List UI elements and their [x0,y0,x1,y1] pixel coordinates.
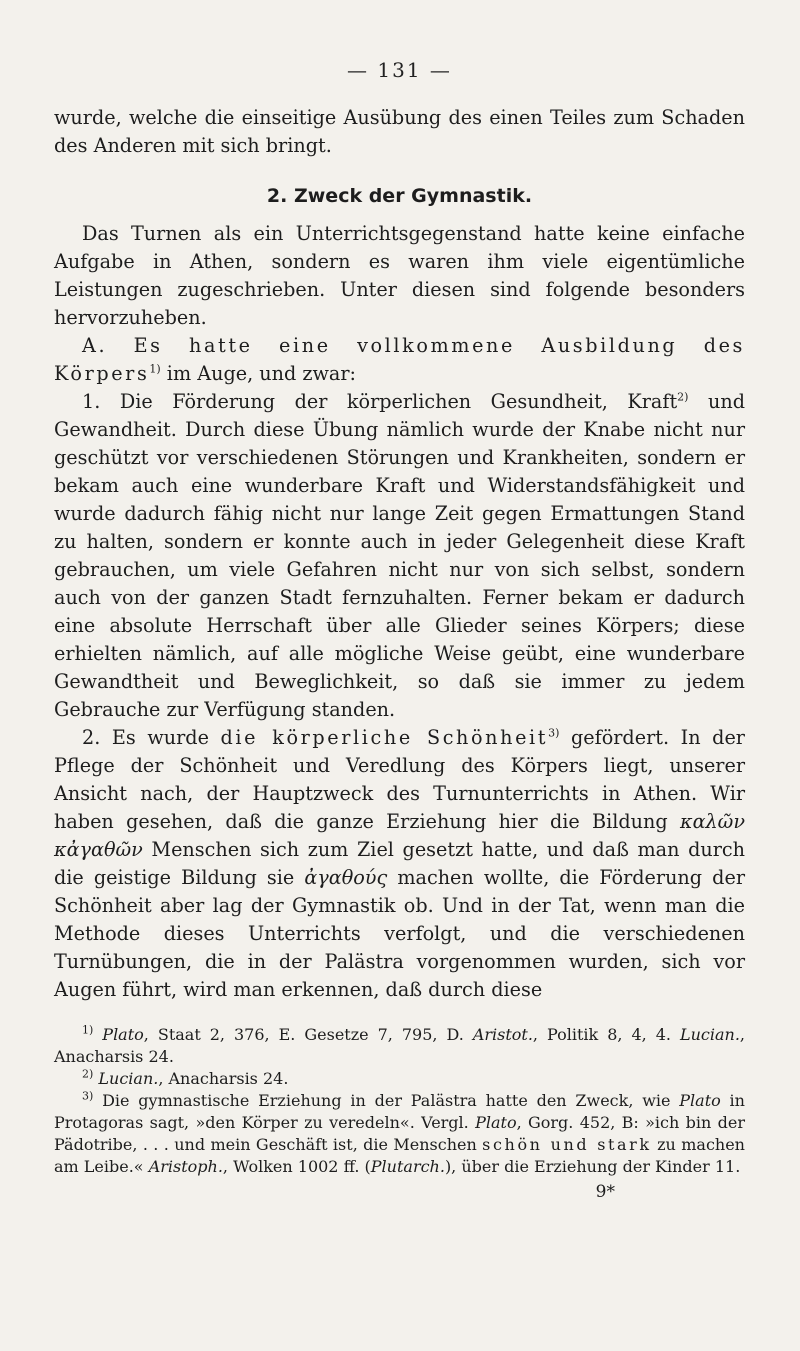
point-1 [54,388,745,724]
footnote-1-author: Plato [102,1025,144,1044]
point-2 [54,724,745,1004]
footnote-2-mark: 2) [82,1067,94,1081]
paragraph-a-rest: im Auge, und zwar: [160,362,356,385]
footnote-3-author2: Plato [475,1113,517,1132]
footnote-1-text: , Staat 2, 376, E. Gesetze 7, 795, D. [143,1025,473,1044]
point-2-b: gefördert. In der Pflege der Schönheit und Veredlung des Körpers liegt, unserer Ansicht nach, der Hauptzweck des Turnunterrichts in Athen. Wir haben gesehen, daß die ganze Erziehung hier die Bildung [54,726,745,833]
point-2-start: 2. Es wurde [82,726,221,749]
point-2-d: machen wollte, die Förderung der Schönheit aber lag der Gymnastik ob. Und in der Tat, wenn man die Methode dieses Unterrichts verfolgt, und die verschiedenen Turnübungen, die in der Palästra vorgenommen wurden, sich vor Augen führt, wird man erkennen, daß durch diese [54,866,745,1001]
page-number: — 131 — [347,58,452,82]
point-1-start: 1. Die Förderung der körperlichen Gesundheit, Kraft [82,390,678,413]
greek-phrase-1: καλῶν κἀγαθῶν [54,810,745,861]
footnote-3-author4: Plutarch. [370,1157,445,1176]
footnote-3-spaced: schön und stark [482,1135,652,1154]
footnote-ref-2: 2) [677,390,689,404]
footnotes [54,1024,745,1178]
footnote-3-author: Plato [679,1091,721,1110]
footnote-3 [54,1090,745,1178]
footnote-2-author: Lucian. [98,1069,159,1088]
footnote-ref-1: 1) [149,362,161,376]
signature-mark: 9* [595,1182,615,1202]
point-1-rest: und Gewandheit. Durch diese Übung nämlich wurde der Knabe nicht nur geschützt vor verschiedenen Störungen und Krankheiten, sondern er bekam auch eine wunderbare Kraft und Widerstandsfähigkeit und wurde dadurch fähig nicht nur lange Zeit gegen Ermattungen Stand zu halten, sondern er konnte auch in jeder Gelegenheit diese Kraft gebrauchen, um viele Gefahren nicht nur von sich selbst, sondern auch von der ganzen Stadt fernzuhalten. Ferner bekam er dadurch eine absolute Herrschaft über alle Glieder seines Körpers; diese erhielten nämlich, auf alle mögliche Weise geübt, eine wunderbare Gewandtheit und Beweglichkeit, so daß sie immer zu jedem Gebrauche zur Verfügung standen. [54,390,745,721]
footnote-1-mark: 1) [82,1023,94,1037]
footnote-ref-3: 3) [548,726,560,740]
footnote-2 [54,1068,745,1090]
footnote-3-text-c: , Gorg. 452, B: »ich bin der Pädotribe, . . . und mein Geschäft ist, die Menschen [54,1113,745,1154]
point-2-spaced: die körperliche Schönheit [220,726,549,749]
footnote-1-text2: , Politik 8, 4, 4. [532,1025,680,1044]
footnote-1-author2: Aristot. [472,1025,533,1044]
point-2-c: Menschen sich zum Ziel gesetzt hatte, und daß man durch die geistige Bildung sie [54,838,745,889]
footnote-3-author3: Aristoph. [148,1157,223,1176]
footnote-1-text3: , Anacharsis 24. [54,1025,746,1066]
footnote-3-text-b: in Protagoras sagt, »den Körper zu veredeln«. Vergl. [54,1091,745,1132]
main-text [54,104,745,1004]
greek-phrase-2: ἀγαθούς [304,866,388,889]
section-heading: 2. Zweck der Gymnastik. [266,185,533,207]
paragraph-a-spaced: A. Es hatte eine vollkommene Ausbildung des Körpers [54,334,745,385]
footnote-1-author3: Lucian. [679,1025,740,1044]
paragraph-1: Das Turnen als ein Unterrichtsgegenstand hatte keine einfache Aufgabe in Athen, sondern es waren ihm viele eigentümliche Leistungen zugeschrieben. Unter diesen sind folgende besonders hervorzuheben. [54,222,745,329]
footnote-3-mark: 3) [82,1089,94,1103]
intro-paragraph: wurde, welche die einseitige Ausübung des einen Teiles zum Schaden des Anderen mit sich bringt. [54,106,745,157]
footnote-3-text-e: , Wolken 1002 ff. ( [222,1157,371,1176]
footnote-1 [54,1024,745,1068]
footnote-3-text-d: zu machen am Leibe.« [54,1135,745,1176]
footnote-2-text: , Anacharsis 24. [158,1069,289,1088]
footnote-3-text-a: Die gymnastische Erziehung in der Palästra hatte den Zweck, wie [102,1091,680,1110]
footnote-3-text-f: ), über die Erziehung der Kinder 11. [444,1157,741,1176]
paragraph-a [54,332,745,388]
